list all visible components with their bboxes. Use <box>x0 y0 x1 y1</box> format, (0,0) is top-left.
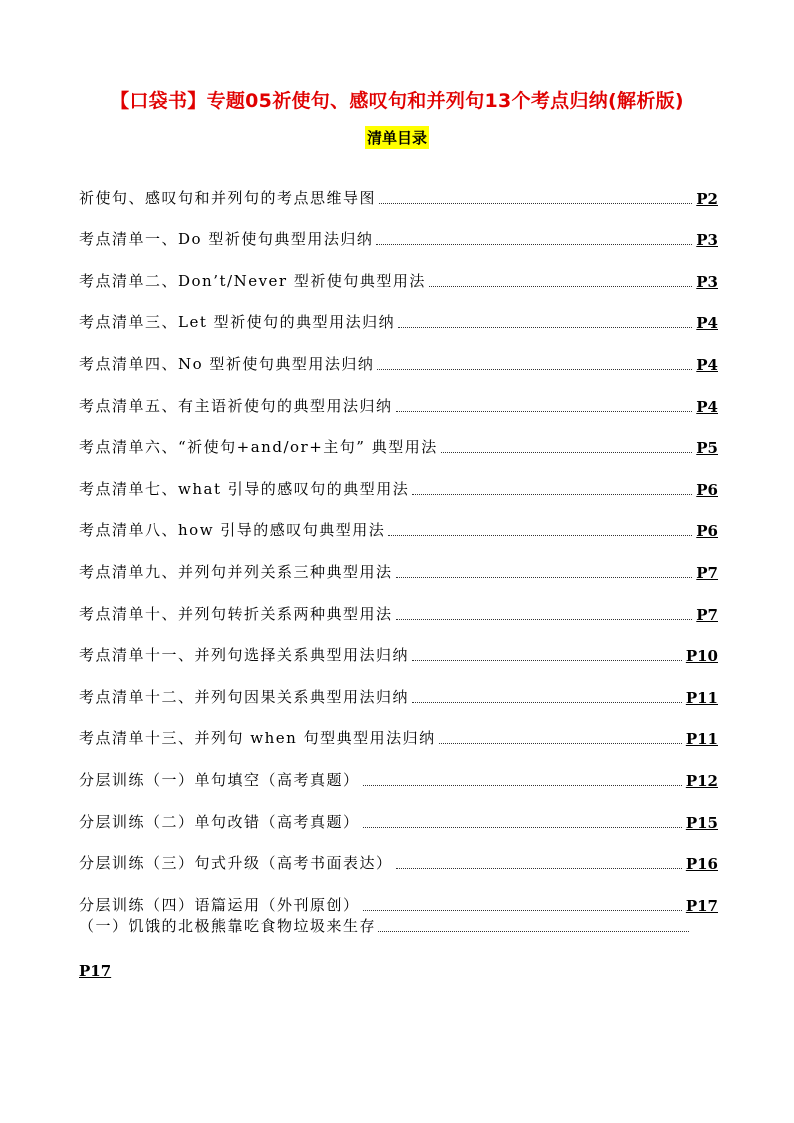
toc-page-link[interactable]: P2 <box>696 189 718 208</box>
dot-leader <box>396 619 693 620</box>
toc-row[interactable] <box>79 374 718 416</box>
toc-page-link[interactable]: P5 <box>696 439 718 458</box>
toc-page-link[interactable]: P6 <box>696 522 718 541</box>
toc-label: 考点清单十三、并列句 when 句型典型用法归纳 <box>79 729 436 748</box>
toc-page-link[interactable]: P17 <box>685 896 718 915</box>
toc-page-link[interactable]: P3 <box>696 231 718 250</box>
toc-label: 分层训练（四）语篇运用（外刊原创） <box>79 895 360 914</box>
dot-leader <box>376 244 692 245</box>
toc-row[interactable] <box>79 832 718 874</box>
toc-row[interactable] <box>79 582 718 624</box>
toc-row[interactable] <box>79 332 718 374</box>
toc-label: 分层训练（二）单句改错（高考真题） <box>79 812 360 831</box>
toc-page-link[interactable]: P4 <box>696 314 718 333</box>
toc-label: 考点清单七、what 引导的感叹句的典型用法 <box>79 479 410 498</box>
toc-row-subitem[interactable] <box>79 915 689 936</box>
toc-page-link[interactable]: P11 <box>685 730 718 749</box>
toc-row[interactable] <box>79 707 718 749</box>
table-of-contents <box>79 166 718 915</box>
toc-label: 考点清单四、No 型祈使句典型用法归纳 <box>79 354 375 373</box>
dot-leader <box>388 535 692 536</box>
toc-page-link[interactable]: P10 <box>685 647 718 666</box>
dot-leader <box>439 743 682 744</box>
dot-leader <box>412 494 692 495</box>
dot-leader <box>378 931 689 932</box>
toc-row[interactable] <box>79 291 718 333</box>
toc-page-link[interactable]: P4 <box>696 355 718 374</box>
toc-label: 考点清单五、有主语祈使句的典型用法归纳 <box>79 396 393 415</box>
dot-leader <box>363 910 682 911</box>
toc-label: 考点清单三、Let 型祈使句的典型用法归纳 <box>79 313 396 332</box>
toc-page-link[interactable]: P15 <box>685 813 718 832</box>
dot-leader <box>441 452 693 453</box>
dot-leader <box>412 660 682 661</box>
dot-leader <box>429 286 692 287</box>
toc-row[interactable] <box>79 499 718 541</box>
toc-row[interactable] <box>79 748 718 790</box>
toc-label: 考点清单十二、并列句因果关系典型用法归纳 <box>79 687 410 706</box>
toc-page-link[interactable]: P7 <box>696 605 718 624</box>
toc-row[interactable] <box>79 416 718 458</box>
toc-page-link[interactable]: P16 <box>685 855 718 874</box>
document-title: 【口袋书】专题05祈使句、感叹句和并列句13个考点归纳(解析版) <box>110 90 684 112</box>
toc-row[interactable] <box>79 540 718 582</box>
toc-label: 考点清单九、并列句并列关系三种典型用法 <box>79 562 393 581</box>
toc-label: 考点清单六、“祈使句+and/or+主句” 典型用法 <box>79 438 438 457</box>
toc-row[interactable] <box>79 665 718 707</box>
dot-leader <box>396 411 693 412</box>
toc-row[interactable] <box>79 249 718 291</box>
toc-heading: 清单目录 <box>365 126 429 149</box>
toc-page-link[interactable]: P4 <box>696 397 718 416</box>
dot-leader <box>363 827 682 828</box>
toc-label: 考点清单十一、并列句选择关系典型用法归纳 <box>79 646 410 665</box>
toc-label: 祈使句、感叹句和并列句的考点思维导图 <box>79 188 377 207</box>
dot-leader <box>396 868 682 869</box>
toc-page-link[interactable]: P7 <box>696 563 718 582</box>
dot-leader <box>377 369 692 370</box>
toc-row[interactable] <box>79 624 718 666</box>
toc-label: 考点清单二、Don’t/Never 型祈使句典型用法 <box>79 271 426 290</box>
toc-label: 分层训练（三）句式升级（高考书面表达） <box>79 854 393 873</box>
dot-leader <box>396 577 693 578</box>
toc-label: 考点清单十、并列句转折关系两种典型用法 <box>79 604 393 623</box>
dot-leader <box>363 785 682 786</box>
toc-label: 考点清单八、how 引导的感叹句典型用法 <box>79 521 386 540</box>
toc-page-link[interactable]: P11 <box>685 688 718 707</box>
toc-label: （一）饥饿的北极熊靠吃食物垃圾来生存 <box>79 917 377 935</box>
toc-page-link[interactable]: P3 <box>696 272 718 291</box>
toc-row[interactable] <box>79 208 718 250</box>
toc-page-link[interactable]: P17 <box>79 962 112 980</box>
toc-row[interactable] <box>79 166 718 208</box>
toc-label: 分层训练（一）单句填空（高考真题） <box>79 770 360 789</box>
toc-row[interactable] <box>79 790 718 832</box>
toc-label: 考点清单一、Do 型祈使句典型用法归纳 <box>79 230 374 249</box>
toc-page-link[interactable]: P12 <box>685 771 718 790</box>
dot-leader <box>398 327 692 328</box>
toc-row[interactable] <box>79 457 718 499</box>
dot-leader <box>412 702 682 703</box>
toc-page-link[interactable]: P6 <box>696 480 718 499</box>
dot-leader <box>379 203 692 204</box>
toc-row[interactable] <box>79 873 718 915</box>
